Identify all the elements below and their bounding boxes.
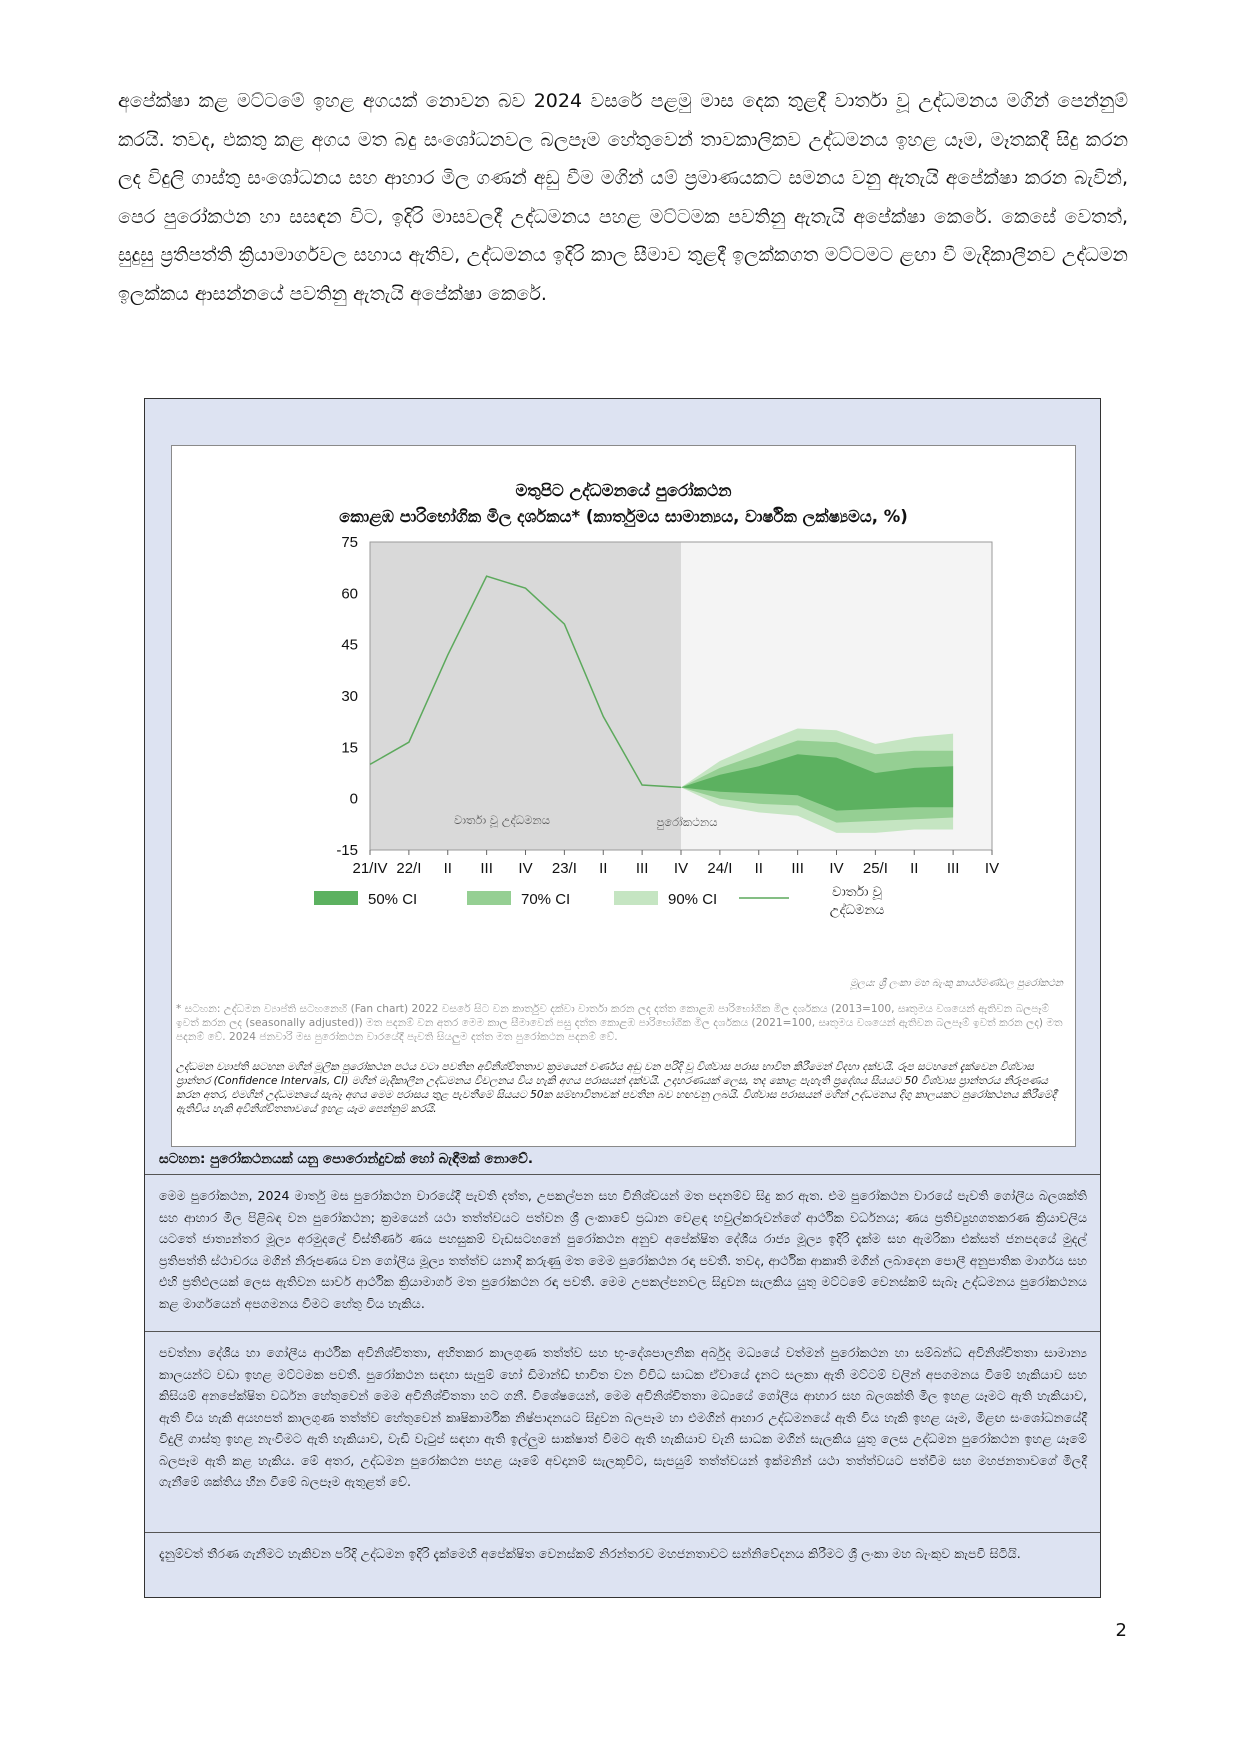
- chart-title: මතුපිට උද්ධමනයේ පුරෝකථන: [515, 481, 732, 500]
- y-tick-label: 45: [341, 636, 358, 654]
- divider: [145, 1331, 1100, 1332]
- y-tick-label: 15: [341, 739, 358, 757]
- forecast-box: [144, 398, 1101, 1598]
- legend-label: 70% CI: [521, 891, 571, 908]
- y-tick-label: 0: [349, 790, 358, 808]
- legend-swatch-ci50: [314, 891, 358, 905]
- chart-subtitle: කොළඹ පාරිභෝගික මිල දර්ශකය* (කාර්තුමය සාමාන්‍යය, වාර්ෂික ලක්ෂ්‍යමය, %): [339, 507, 908, 526]
- x-tick-label: III: [791, 860, 804, 877]
- x-tick-label: III: [635, 860, 649, 877]
- legend-label: 50% CI: [368, 891, 418, 908]
- forecast-region-label: පුරෝකථනය: [656, 815, 718, 829]
- assumptions-paragraph: මෙම පුරෝකථන, 2024 මාර්තු මස පුරෝකථන වාරයේදී පැවති දත්ත, උපකල්පන සහ විනිශ්චයන් මත පදනම්ව සිදු කර ඇත. එම පුරෝකථන වාරයේ පැවති ගෝලීය බලශක්ති සහ ආහාර මිල පිළිබඳ වන පුරෝකථන; ක්‍රමයෙන් යථා තත්ත්වයට පත්වන ශ්‍රී ලංකාවේ ප්‍රධාන වෙළඳ හවුල්කරුවන්ගේ ආර්ථික වර්ධනය; ණය ප්‍රතිව්‍යුහගතකරණ ක්‍රියාවලිය යටතේ ජාත්‍යන්තර මූල්‍ය අරමුදලේ විස්තීර්ණ ණය පහසුකම් වැඩසටහනේ පුරෝකථන අනුව අපේක්ෂිත දේශීය රාජ්‍ය මූල්‍ය ඉදිරි දැක්ම සහ ඇමරිකා එක්සත් ජනපදයේ මුදල් ප්‍රතිපත්ති ස්ථාවරය මගින් නිරූපණය වන ගෝලීය මූල්‍ය තත්ත්ව යනාදී කරුණු මත මෙම පුරෝකථන රඳා පවතී. තවද, ආර්ථික ආකෘති මගින් ලබාදෙන පොලී අනුපාතික මාර්ගය සහ එහි ප්‍රතිඵලයක් ලෙස ඇතිවන සාර්ව ආර්ථික ක්‍රියාමාර්ග මත පුරෝකථන රඳා පවතී. මෙම උපකල්පනවල සිදුවන සැලකිය යුතු මට්ටමේ වෙනස්කම් සැබෑ උද්ධමනය පුරෝකථනය කළ මාර්ගයෙන් අපගමනය වීමට හේතු විය හැකිය.: [159, 1188, 1087, 1311]
- x-tick-label: II: [599, 860, 608, 877]
- x-tick-label: III: [946, 860, 960, 877]
- fan-chart: [172, 446, 1077, 976]
- x-tick-label: IV: [673, 860, 689, 877]
- x-tick-label: 22/I: [396, 860, 422, 877]
- y-tick-label: -15: [336, 842, 358, 859]
- x-tick-label: IV: [984, 860, 1000, 877]
- legend-label: 90% CI: [668, 891, 718, 908]
- divider: [145, 1532, 1100, 1533]
- x-tick-label: 21/IV: [352, 860, 388, 877]
- communication-paragraph: දැනුම්වත් තීරණ ගැනීමට හැකිවන පරිදි උද්ධමන ඉදිරි දැක්මෙහි අපේක්ෂිත වෙනස්කම් නිරන්තරව මහජනතාවට සන්නිවේදනය කිරීමට ශ්‍රී ලංකා මහ බැංකුව කැපවී සිටියි.: [159, 1546, 1021, 1561]
- y-tick-label: 75: [341, 534, 358, 551]
- y-tick-label: 30: [341, 688, 358, 705]
- x-tick-label: 25/I: [862, 860, 888, 877]
- legend-swatch-ci70: [467, 891, 511, 905]
- x-tick-label: II: [754, 860, 763, 877]
- x-tick-label: IV: [518, 860, 533, 877]
- risks-paragraph: පවත්නා දේශීය හා ගෝලීය ආර්ථික අවිනිශ්චිතතා, අහිතකර කාලගුණ තත්ත්ව සහ භූ-දේශපාලනික අර්බුද මධ්‍යයේ වත්මන් පුරෝකථන හා සම්බන්ධ අවිනිශ්චිතතා සාමාන්‍ය කාලයන්ට වඩා ඉහළ මට්ටමක පවතී. පුරෝකථන සඳහා සැපුම් හෝ ඩිමාන්ඩ් භාවිත වන විවිධ සාධක ඒවායේ දැනට සලකා ඇති මට්ටම් වලින් අපගමනය වීමේ හැකියාව සහ කිසියම් අනපේක්ෂිත වර්ධන හේතුවෙන් මෙම අවිනිශ්චිතතා හට ගනී. විශේෂයෙන්, මෙම අවිනිශ්චිතතා මධ්‍යයේ ගෝලීය ආහාර සහ බලශක්ති මිල ඉහළ යෑමට ඇති හැකියාව, ඇති විය හැකි අයහපත් කාලගුණ තත්ත්ව හේතුවෙන් කෘෂිකාර්මික නිෂ්පාදනයට සිදුවන බලපෑම හා එමගින් ආහාර උද්ධමනයේ ඇති විය හැකි ඉහළ යෑම, මිළඟ සංශෝධනයේදී විදුලි ගාස්තු ඉහළ නැංවීමට ඇති හැකියාව, වැඩි වැටුප් සඳහා ඇති ඉල්ලුම සාක්ෂාත් වීමට ඇති හැකියාව වැනි සාධක මගින් සැලකිය යුතු ලෙස උද්ධමන පුරෝකථන ඉහළ යෑමේ බලපෑම ඇති කළ හැකිය. මේ අතර, උද්ධමන පුරෝකථන පහළ යෑමේ අවදානම් සැලකූවිට, සැපයුම් තත්ත්වයන් ඉක්මනින් යථා තත්ත්වයට පත්වීම සහ මහජනතාවගේ මිලදී ගැනීමේ ශක්තිය හීන වීමේ බලපෑම ඇතුළත් වේ.: [159, 1345, 1087, 1489]
- x-tick-label: II: [910, 860, 919, 877]
- x-tick-label: IV: [829, 860, 844, 877]
- legend-label-actual: වාර්තා වූ උද්ධමනය: [829, 885, 885, 918]
- chart-footnote: * සටහන: උද්ධමන ව්‍යාප්ති සටහනෙහි (Fan chart) 2022 වසරේ සිට වන කාර්තුව දක්වා වාර්තා කරන ලද දත්ත කොළඹ පාරිභෝගික මිල දර්ශකය (2013=100, සෘතුමය වශයෙන් ඇතිවන බලපෑම් ඉවත් කරන ලද (seasonally adjusted)) මත පදනම් වන අතර මෙම කාල සීමාවෙන් පසු දත්ත කොළඹ පාරිභෝගික මිල දර්ශකය (2021=100, සෘතුමය වශයෙන් ඇතිවන බලපෑම් ඉවත් කරන ලද) මත පදනම් වේ. 2024 ජනවාරි මස පුරෝකථන වාරයේදී පැවති සියලුම දත්ත මත පුරෝකථන පදනම් වේ.: [176, 1003, 1063, 1043]
- x-tick-label: 24/I: [707, 860, 733, 877]
- x-tick-label: III: [480, 860, 493, 877]
- page-number: 2: [1115, 1620, 1127, 1641]
- divider: [145, 1174, 1100, 1175]
- x-tick-label: II: [443, 860, 452, 877]
- chart-panel: [171, 445, 1076, 1147]
- actual-region-label: වාර්තා වූ උද්ධමනය: [454, 813, 550, 827]
- chart-source: මූලය: ශ්‍රී ලංකා මහ බැංකු කාර්යමණ්ඩල පුරෝකථන: [850, 978, 1063, 989]
- x-tick-label: 23/I: [551, 860, 577, 877]
- y-tick-label: 60: [341, 585, 358, 603]
- fan-chart-explanation: උද්ධමන ව්‍යාප්ති සටහන මගින් මූලික පුරෝකථන පථය වටා පවතින අවිනිශ්චිතතාව ක්‍රමයෙන් වර්ණය අඩු වන පරිදි වූ විශ්වාස පරාස භාවිත කිරීමෙන් විදහා දක්වයි. රූප සටහනේ දැක්වෙන විශ්වාස ප්‍රාන්තර (Confidence Intervals, CI) මගින් මැදිකාලීන උද්ධමනය විචලනය විය හැකි අගය පරාසයන් දක්වයි. උදාහරණයක් ලෙස, තද කොළ පැහැති ප්‍රදේශය සියයට 50 විශ්වාස ප්‍රාන්තරය නිරූපණය කරන අතර, එමගින් උද්ධමනයේ සැබෑ අගය මෙම පරාසය තුළ පැවතීමේ සියයට 50ක සම්භාවිතාවක් පවතින බව හඟවනු ලබයි. විශ්වාස පරාසයන් මගින් උද්ධමනය දිගු කාලයකට පුරෝකථනය කිරීමේදී ඇතිවිය හැකි අවිනිශ්චිතතාවයේ ඉහළ යෑම පෙන්නුම් කරයි.: [176, 1061, 1057, 1115]
- intro-paragraph: අපේක්ෂා කළ මට්ටමේ ඉහළ අගයක් නොවන බව 2024 වසරේ පළමු මාස දෙක තුළදී වාර්තා වූ උද්ධමනය මගින් පෙන්නුම් කරයි. තවද, එකතු කළ අගය මත බදු සංශෝධනවල බලපෑම හේතුවෙන් තාවකාලිකව උද්ධමනය ඉහළ යෑම, මෑතකදී සිදු කරන ලද විදුලි ගාස්තු සංශෝධනය සහ ආහාර මිල ගණන් අඩු වීම මගින් යම් ප්‍රමාණයකට සමනය වනු ඇතැයි අපේක්ෂා කරන බැවින්, පෙර පුරෝකථන හා සසඳන විට, ඉදිරි මාසවලදී උද්ධමනය පහළ මට්ටමක පවතිනු ඇතැයි අපේක්ෂා කෙරේ. කෙසේ වෙතත්, සුදුසු ප්‍රතිපත්ති ක්‍රියාමාර්ගවල සහාය ඇතිව, උද්ධමනය ඉදිරි කාල සීමාව තුළදී ඉලක්කගත මට්ටමට ළඟා වී මැදිකාලීනව උද්ධමන ඉලක්කය ආසන්නයේ පවතිනු ඇතැයි අපේක්ෂා කෙරේ.: [118, 90, 1128, 305]
- legend-swatch-ci90: [614, 891, 658, 905]
- forecast-disclaimer: සටහන: පුරෝකථනයක් යනු පොරොන්දුවක් හෝ බැඳීමක් නොවේ.: [159, 1151, 533, 1167]
